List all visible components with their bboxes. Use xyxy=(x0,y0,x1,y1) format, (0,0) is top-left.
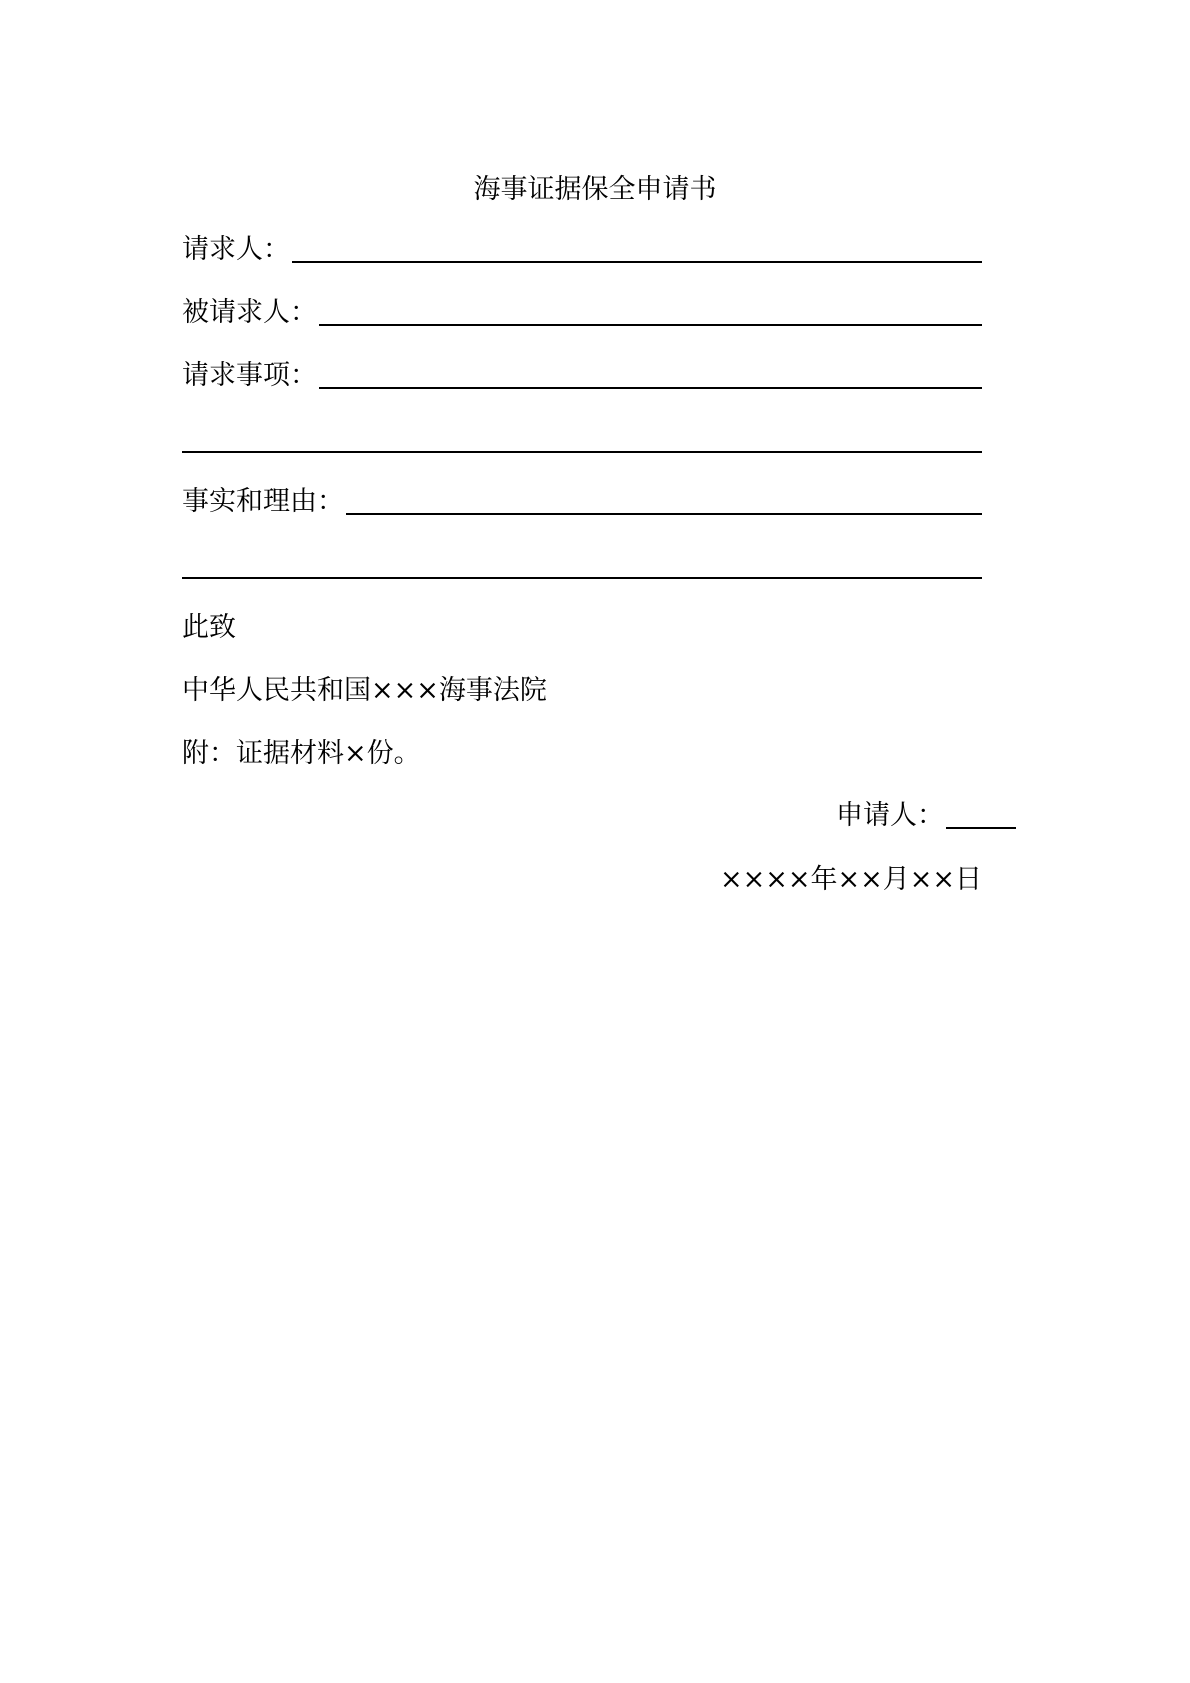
requester-row xyxy=(182,230,982,270)
respondent-blank[interactable] xyxy=(319,324,982,326)
claims-label: 请求事项： xyxy=(182,360,317,391)
requester-blank[interactable] xyxy=(292,261,982,263)
signature-date: ××××年××月××日 xyxy=(720,864,982,895)
facts-row xyxy=(182,482,982,522)
claims-blank-continued[interactable] xyxy=(182,451,982,453)
closing-text: 此致 xyxy=(182,612,236,643)
applicant-label: 申请人： xyxy=(836,800,944,831)
respondent-row xyxy=(182,293,982,333)
facts-blank-continued[interactable] xyxy=(182,577,982,579)
facts-label: 事实和理由： xyxy=(182,486,344,517)
claims-blank[interactable] xyxy=(319,387,982,389)
applicant-signature-blank[interactable] xyxy=(946,827,1016,829)
facts-blank[interactable] xyxy=(346,513,982,515)
applicant-signature-row xyxy=(836,796,1016,836)
respondent-label: 被请求人： xyxy=(182,297,317,328)
requester-label: 请求人： xyxy=(182,234,290,265)
claims-row xyxy=(182,356,982,396)
attachment-note: 附：证据材料×份。 xyxy=(182,738,421,769)
document-title: 海事证据保全申请书 xyxy=(473,174,717,205)
court-name: 中华人民共和国×××海事法院 xyxy=(182,675,547,706)
